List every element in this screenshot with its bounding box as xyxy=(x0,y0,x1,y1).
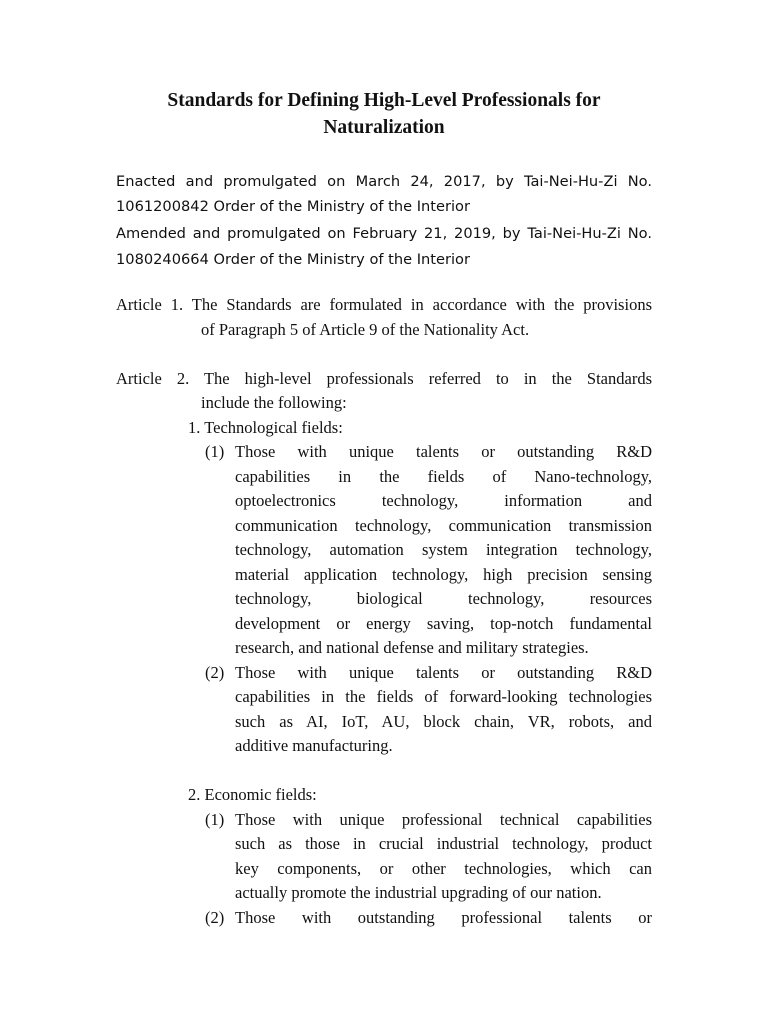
enacted-note-line-1: Enacted and promulgated on March 24, 2017, by Tai-Nei-Hu-Zi No. xyxy=(116,173,652,190)
tech-item-1-line: technology, biological technology, resources xyxy=(235,589,652,608)
econ-item-1-line: actually promote the industrial upgrading of our nation. xyxy=(235,883,602,902)
document-title-line-1: Standards for Defining High-Level Professionals for xyxy=(167,90,601,111)
tech-item-2-line: Those with unique talents or outstanding R&D xyxy=(235,663,652,682)
item-number: (2) xyxy=(205,663,225,682)
tech-item-1-line: optoelectronics technology, information and xyxy=(235,491,652,510)
enacted-note-line-2: 1061200842 Order of the Ministry of the Interior xyxy=(116,198,470,215)
article-1-line-2: of Paragraph 5 of Article 9 of the Nationality Act. xyxy=(201,320,530,339)
item-number: (1) xyxy=(205,442,225,461)
econ-item-2-line: Those with outstanding professional talents or xyxy=(235,908,652,927)
item-number: (2) xyxy=(205,908,225,927)
econ-item-1-line: Those with unique professional technical capabilities xyxy=(235,810,652,829)
econ-item-1-line: such as those in crucial industrial technology, product xyxy=(235,834,652,853)
amended-note-line-2: 1080240664 Order of the Ministry of the Interior xyxy=(116,251,470,268)
article-2-line-1: Article 2. The high-level professionals referred to in the Standards xyxy=(116,369,652,388)
amended-note-line-1: Amended and promulgated on February 21, 2019, by Tai-Nei-Hu-Zi No. xyxy=(116,225,652,242)
tech-item-2-line: capabilities in the fields of forward-looking technologies xyxy=(235,687,652,706)
econ-item-1-line: key components, or other technologies, which can xyxy=(235,859,652,878)
tech-item-1-line: capabilities in the fields of Nano-technology, xyxy=(235,467,652,486)
tech-item-1-line: Those with unique talents or outstanding R&D xyxy=(235,442,652,461)
document-title-line-2: Naturalization xyxy=(323,117,445,138)
tech-item-1-line: research, and national defense and military strategies. xyxy=(235,638,589,657)
tech-item-1-line: communication technology, communication transmission xyxy=(235,516,652,535)
item-number: (1) xyxy=(205,810,225,829)
tech-item-1-line: material application technology, high precision sensing xyxy=(235,565,652,584)
section-economic-heading: 2. Economic fields: xyxy=(188,785,317,804)
section-technological-heading: 1. Technological fields: xyxy=(188,418,343,437)
tech-item-2-line: additive manufacturing. xyxy=(235,736,393,755)
tech-item-2-line: such as AI, IoT, AU, block chain, VR, robots, and xyxy=(235,712,652,731)
tech-item-1-line: development or energy saving, top-notch fundamental xyxy=(235,614,652,633)
article-2-line-2: include the following: xyxy=(201,393,347,412)
article-1-line-1: Article 1. The Standards are formulated in accordance with the provisions xyxy=(116,295,652,314)
tech-item-1-line: technology, automation system integration technology, xyxy=(235,540,652,559)
